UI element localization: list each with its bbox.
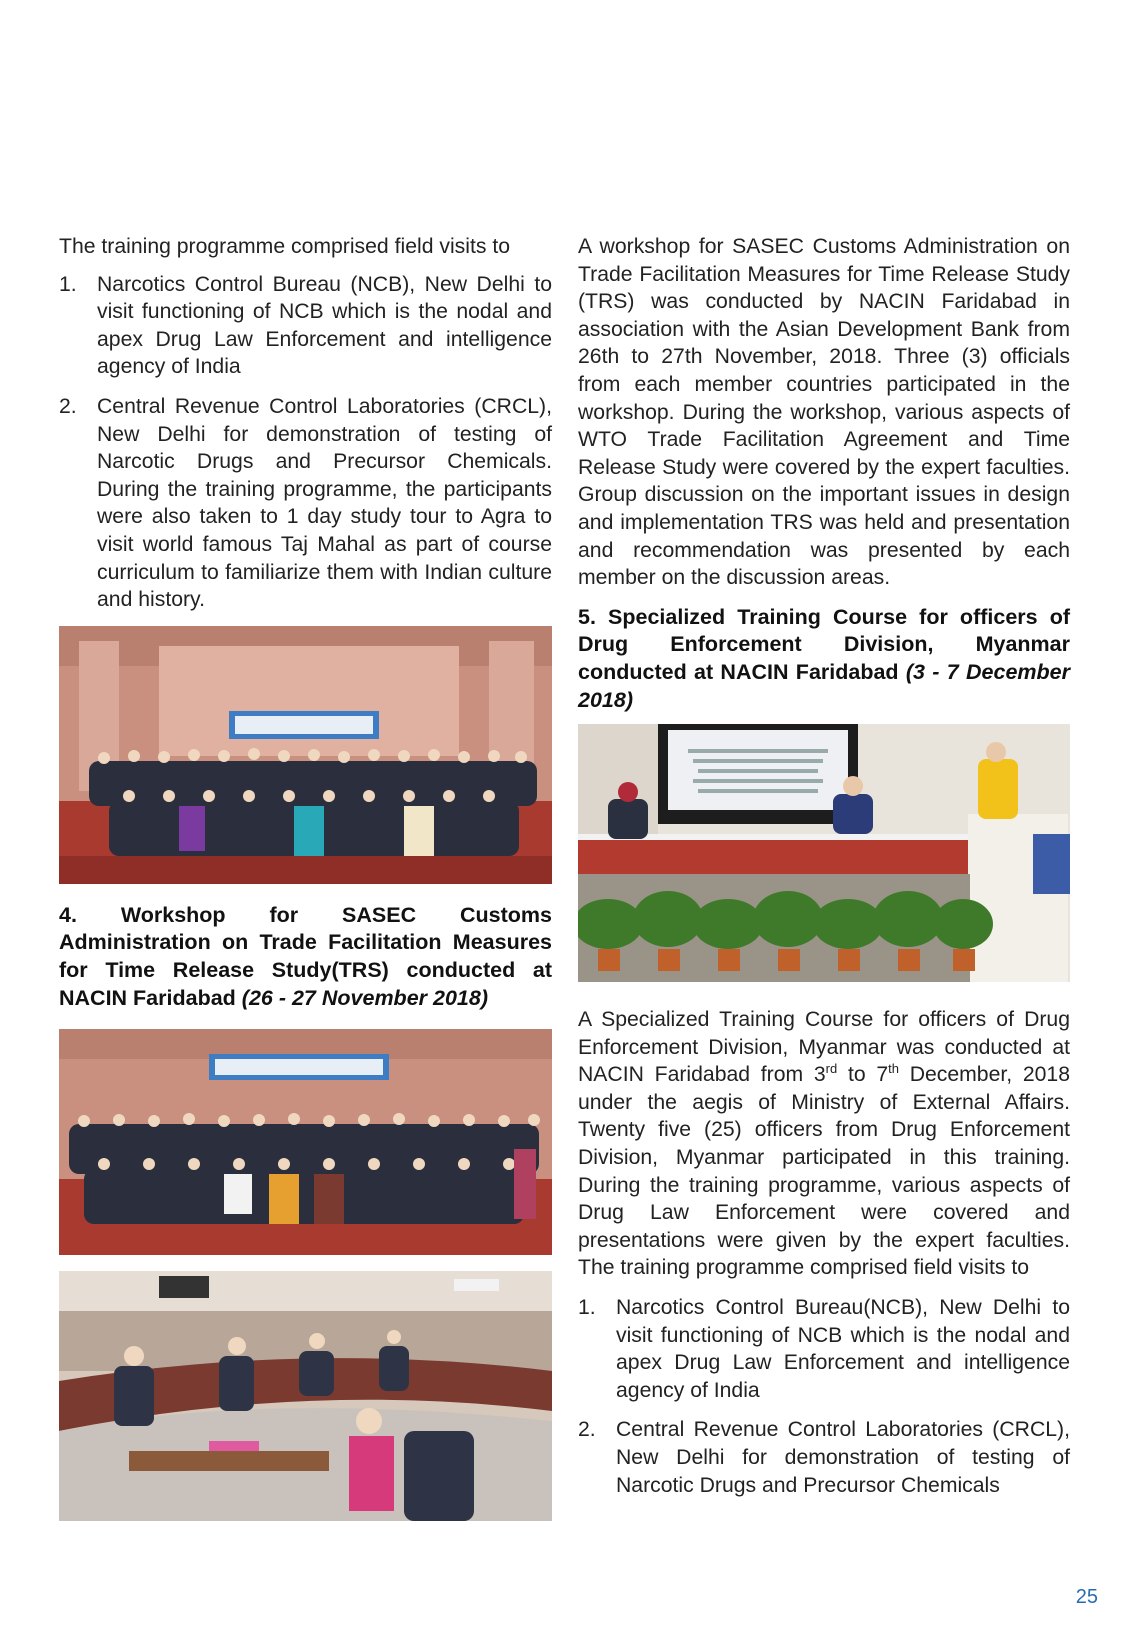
classroom-photo [59, 1271, 552, 1521]
ordinal-suffix: rd [825, 1061, 838, 1077]
group-photo-training-image [59, 626, 552, 884]
section-5-heading [578, 604, 1070, 714]
group-photo-workshop [59, 1029, 552, 1255]
list-number: 2. [59, 394, 77, 418]
right-field-visit-list [578, 1294, 1070, 1499]
right-column [578, 233, 1070, 1499]
ordinal-suffix: th [888, 1061, 899, 1077]
list-number: 1. [59, 272, 77, 296]
course-description [578, 1006, 1070, 1282]
left-field-visit-list [59, 271, 552, 614]
inauguration-photo-image [578, 724, 1070, 982]
left-intro-text: The training programme comprised field visits to [59, 235, 510, 258]
list-item [59, 393, 552, 614]
list-item [578, 1416, 1070, 1499]
list-text: Narcotics Control Bureau(NCB), New Delhi to visit functioning of NCB which is the nodal and apex Drug Law Enforcement and intelligence agency of India [616, 1296, 1070, 1402]
course-text-part-a: A Specialized Training Course for officers of Drug Enforcement Division, Myanmar was conducted at NACIN Faridabad from 3 [578, 1008, 1070, 1087]
left-column [59, 233, 552, 1521]
course-text-part-b: to 7 [837, 1063, 889, 1087]
inauguration-photo [578, 724, 1070, 982]
list-number: 2. [578, 1418, 596, 1442]
section-5-title: 5. Specialized Training Course for officers of Drug Enforcement Division, Myanmar conducted at NACIN Faridabad [578, 604, 1070, 684]
classroom-photo-image [59, 1271, 552, 1521]
page-number: 25 [1075, 1586, 1098, 1608]
course-text-part-c: December, 2018 under the aegis of Ministry of External Affairs. Twenty five (25) officers from Drug Enforcement Division, Myanmar participated in this training. During the training programme, various aspects of Drug Law Enforcement were covered and presentations were given by the expert faculties. The training programme comprised field visits to [578, 1063, 1070, 1280]
list-text: Central Revenue Control Laboratories (CRCL), New Delhi for demonstration of testing of Narcotic Drugs and Precursor Chemicals. During the training programme, the participants were also taken to 1 day study tour to Agra to visit world famous Taj Mahal as part of course curriculum to familiarize them with Indian culture and history. [97, 394, 552, 612]
group-photo-workshop-image [59, 1029, 552, 1255]
workshop-description: A workshop for SASEC Customs Administration on Trade Facilitation Measures for Time Release Study (TRS) was conducted by NACIN Faridabad in association with the Asian Development Bank from 26th to 27th November, 2018. Three (3) officials from each member countries participated in the workshop. During the workshop, various aspects of WTO Trade Facilitation Agreement and Time Release Study were covered by the expert faculties. Group discussion on the important issues in design and implementation TRS was held and presentation and recommendation was presented by each member on the discussion areas. [578, 235, 1070, 590]
list-item [59, 271, 552, 381]
section-4-date: (26 - 27 November 2018) [241, 985, 488, 1010]
list-text: Central Revenue Control Laboratories (CRCL), New Delhi for demonstration of testing of Narcotic Drugs and Precursor Chemicals [616, 1418, 1070, 1497]
list-text: Narcotics Control Bureau (NCB), New Delhi to visit functioning of NCB which is the nodal and apex Drug Law Enforcement and intelligence agency of India [97, 272, 552, 379]
section-4-title: 4. Workshop for SASEC Customs Administration on Trade Facilitation Measures for Time Release Study(TRS) conducted at NACIN Faridabad [59, 902, 552, 1010]
list-number: 1. [578, 1296, 596, 1320]
group-photo-training [59, 626, 552, 884]
section-4-heading [59, 902, 552, 1012]
section-5-date: (3 - 7 December 2018) [578, 659, 1070, 712]
list-item [578, 1294, 1070, 1404]
